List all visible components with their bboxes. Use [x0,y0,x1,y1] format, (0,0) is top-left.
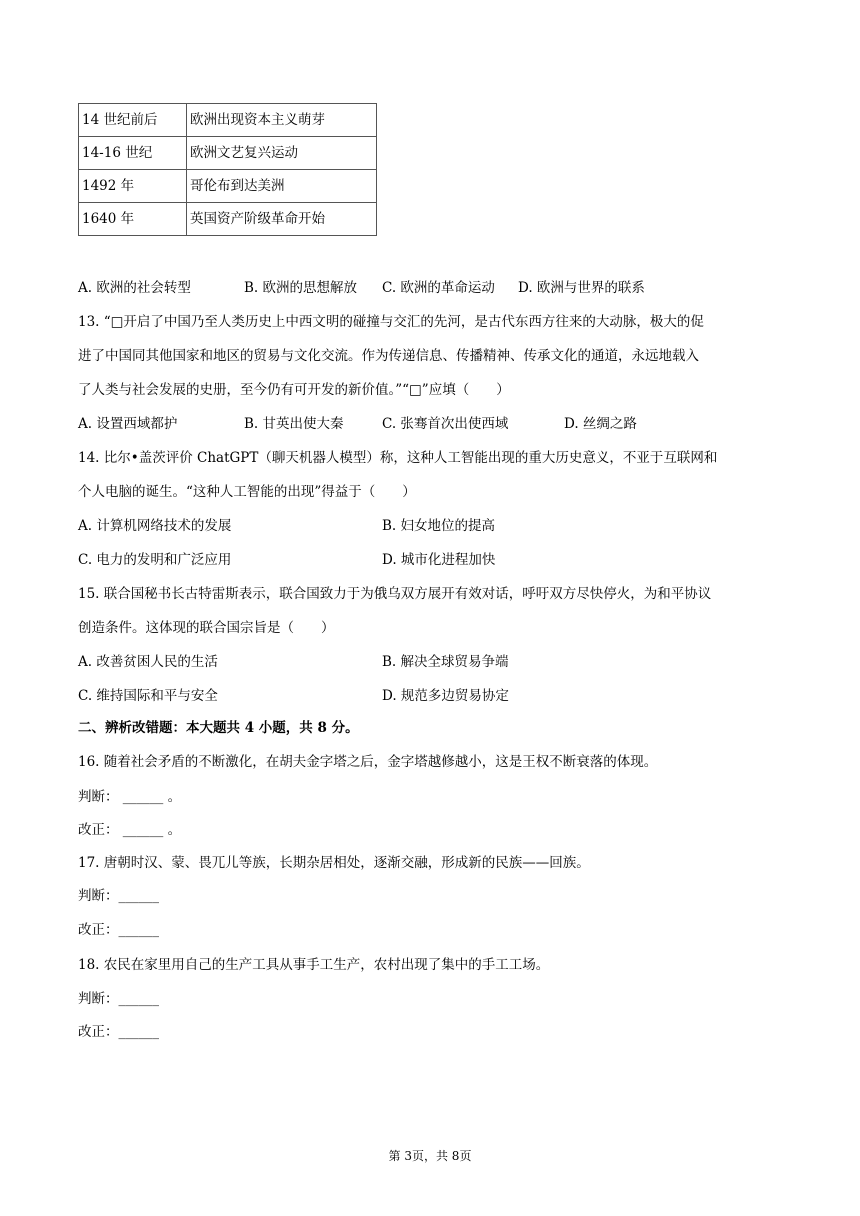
q15-option-d: D. 规范多边贸易协定 [382,688,509,704]
q15-option-b: B. 解决全球贸易争端 [382,654,509,670]
q18-judge-line: 判断：______ [78,991,159,1007]
table-cell-time: 1640 年 [79,203,187,236]
table-row [79,104,377,137]
q13-stem-line-3: 了人类与社会发展的史册，至今仍有可开发的新价值。”“□”应填（ ） [78,382,510,398]
q12-option-a: A. 欧洲的社会转型 [78,280,191,296]
q13-stem-line-2: 进了中国同其他国家和地区的贸易与文化交流。作为传递信息、传播精神、传承文化的通道，永远地载入 [78,348,699,364]
q16-stem: 16. 随着社会矛盾的不断激化，在胡夫金字塔之后，金字塔越修越小，这是王权不断衰落的体现。 [78,754,658,770]
q16-correct-line: 改正： ______ 。 [78,822,182,838]
section-heading: 二、辨析改错题：本大题共 4 小题，共 8 分。 [78,720,359,736]
q14-option-b: B. 妇女地位的提高 [382,518,496,534]
q12-option-c: C. 欧洲的革命运动 [382,280,495,296]
table-cell-time: 1492 年 [79,170,187,203]
q13-option-d: D. 丝绸之路 [564,416,637,432]
q14-option-c: C. 电力的发明和广泛应用 [78,552,232,568]
table-cell-event: 英国资产阶级革命开始 [187,203,377,236]
q17-judge-line: 判断：______ [78,888,159,904]
q14-stem-line-2: 个人电脑的诞生。“这种人工智能的出现”得益于（ ） [78,484,416,500]
q14-stem-line-1: 14. 比尔•盖茨评价 ChatGPT（聊天机器人模型）称，这种人工智能出现的重大历史意义，不亚于互联网和 [78,450,718,466]
q13-stem-line-1: 13. “□开启了中国乃至人类历史上中西文明的碰撞与交汇的先河，是古代东西方往来的大动脉，极大的促 [78,314,704,330]
q18-correct-line: 改正：______ [78,1024,159,1040]
q17-stem: 17. 唐朝时汉、蒙、畏兀儿等族，长期杂居相处，逐渐交融，形成新的民族——回族。 [78,855,590,871]
q12-option-b: B. 欧洲的思想解放 [244,280,358,296]
q17-correct-line: 改正：______ [78,922,159,938]
q15-option-a: A. 改善贫困人民的生活 [78,654,218,670]
table-cell-event: 哥伦布到达美洲 [187,170,377,203]
table-row [79,137,377,170]
table-row [79,203,377,236]
q14-option-a: A. 计算机网络技术的发展 [78,518,232,534]
q15-option-c: C. 维持国际和平与安全 [78,688,218,704]
page-number-footer: 第 3页，共 8页 [388,1149,472,1163]
q15-stem-line-1: 15. 联合国秘书长古特雷斯表示，联合国致力于为俄乌双方展开有效对话，呼吁双方尽快停火，为和平协议 [78,586,712,602]
q12-option-d: D. 欧洲与世界的联系 [518,280,645,296]
q13-option-c: C. 张骞首次出使西域 [382,416,509,432]
table-cell-event: 欧洲文艺复兴运动 [187,137,377,170]
table-cell-time: 14-16 世纪 [79,137,187,170]
q18-stem: 18. 农民在家里用自己的生产工具从事手工生产，农村出现了集中的手工工场。 [78,957,550,973]
q15-stem-line-2: 创造条件。这体现的联合国宗旨是（ ） [78,620,335,636]
table-row [79,170,377,203]
q14-option-d: D. 城市化进程加快 [382,552,496,568]
history-timeline-table [78,103,377,236]
table-cell-time: 14 世纪前后 [79,104,187,137]
q13-option-b: B. 甘英出使大秦 [244,416,344,432]
table-cell-event: 欧洲出现资本主义萌芽 [187,104,377,137]
q16-judge-line: 判断： ______ 。 [78,789,182,805]
q13-option-a: A. 设置西域都护 [78,416,178,432]
